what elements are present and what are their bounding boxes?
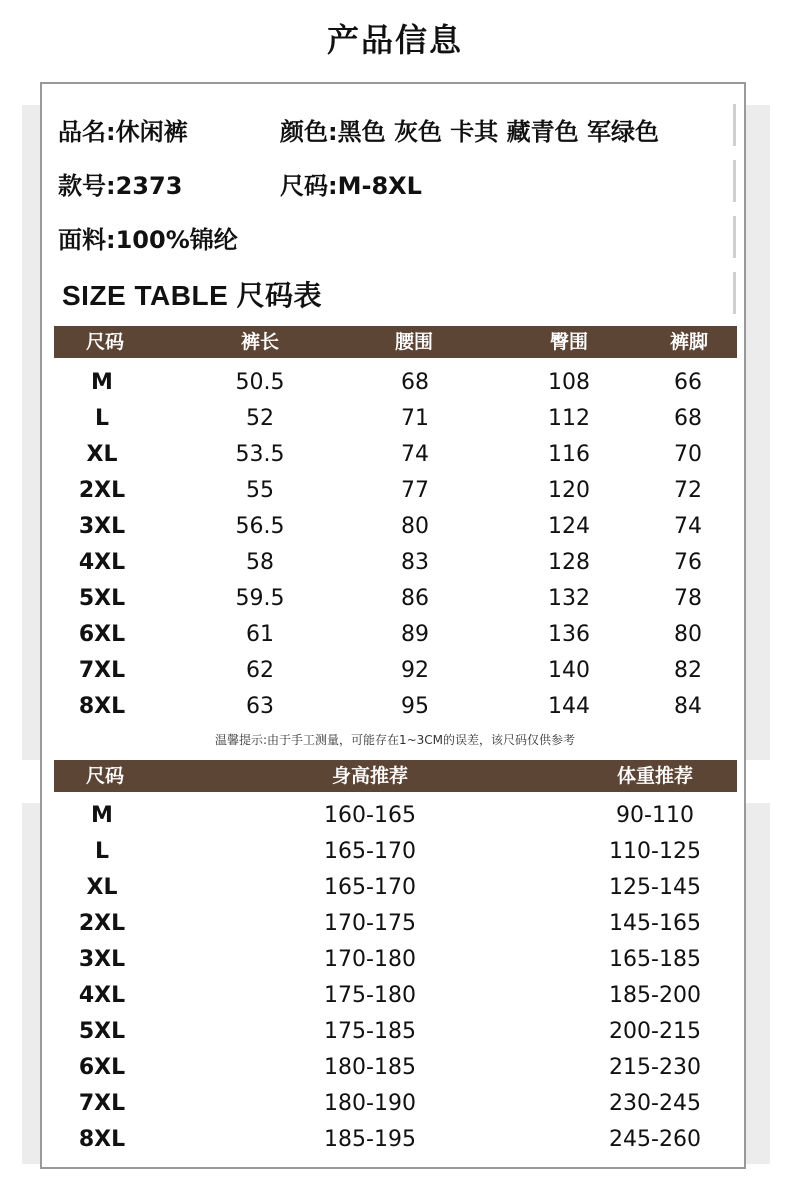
size-table-body <box>54 365 737 725</box>
header-cell-height: 身高推荐 <box>331 765 409 787</box>
product-style-number: 款号:2373 <box>58 172 183 200</box>
size-cell: 8XL <box>78 694 126 719</box>
value-cell: 112 <box>548 406 590 431</box>
value-cell: 74 <box>674 514 702 539</box>
header-cell-size: 尺码 <box>85 765 125 787</box>
size-table-row <box>54 689 737 725</box>
value-cell: 110-125 <box>609 839 701 864</box>
decorative-bar <box>733 104 736 146</box>
value-cell: 180-190 <box>324 1091 416 1116</box>
size-cell: 2XL <box>78 911 126 936</box>
size-cell: 6XL <box>78 622 126 647</box>
value-cell: 84 <box>674 694 702 719</box>
size-table-row <box>54 473 737 509</box>
product-size-range: 尺码:M-8XL <box>280 172 422 200</box>
value-cell: 55 <box>246 478 274 503</box>
size-cell: 7XL <box>78 658 126 683</box>
decorative-bar <box>733 160 736 202</box>
value-cell: 116 <box>548 442 590 467</box>
value-cell: 62 <box>246 658 274 683</box>
info-row-name-color <box>58 112 660 147</box>
value-cell: 72 <box>674 478 702 503</box>
value-cell: 78 <box>674 586 702 611</box>
value-cell: 120 <box>548 478 590 503</box>
value-cell: 68 <box>674 406 702 431</box>
size-table-row <box>54 545 737 581</box>
decorative-bar <box>733 272 736 314</box>
size-cell: XL <box>86 875 118 900</box>
value-cell: 59.5 <box>235 586 285 611</box>
value-cell: 165-185 <box>609 947 701 972</box>
recommend-table-row <box>54 942 737 978</box>
header-cell-length: 裤长 <box>240 331 280 353</box>
value-cell: 170-175 <box>324 911 416 936</box>
header-cell-hip: 臀围 <box>549 331 589 353</box>
size-cell: 5XL <box>78 1019 126 1044</box>
size-table-row <box>54 653 737 689</box>
size-cell: 4XL <box>78 550 126 575</box>
value-cell: 56.5 <box>235 514 285 539</box>
recommend-table-row <box>54 978 737 1014</box>
value-cell: 52 <box>246 406 274 431</box>
recommend-table-row <box>54 870 737 906</box>
product-name: 品名:休闲裤 <box>58 118 188 146</box>
size-cell: 3XL <box>78 947 126 972</box>
size-table-row <box>54 509 737 545</box>
size-cell: M <box>91 803 113 828</box>
value-cell: 245-260 <box>609 1127 701 1152</box>
value-cell: 145-165 <box>609 911 701 936</box>
size-table-row <box>54 437 737 473</box>
value-cell: 92 <box>401 658 429 683</box>
recommend-table-row <box>54 1086 737 1122</box>
value-cell: 58 <box>246 550 274 575</box>
size-cell: L <box>94 839 110 864</box>
size-table-header <box>54 326 737 358</box>
value-cell: 80 <box>401 514 429 539</box>
value-cell: 230-245 <box>609 1091 701 1116</box>
value-cell: 90-110 <box>616 803 694 828</box>
value-cell: 165-170 <box>324 839 416 864</box>
recommend-table-row <box>54 906 737 942</box>
size-table-row <box>54 365 737 401</box>
page-title: 产品信息 <box>326 21 463 59</box>
size-cell: 8XL <box>78 1127 126 1152</box>
recommend-table-body <box>54 798 737 1158</box>
value-cell: 124 <box>548 514 590 539</box>
value-cell: 70 <box>674 442 702 467</box>
value-cell: 160-165 <box>324 803 416 828</box>
size-cell: 4XL <box>78 983 126 1008</box>
value-cell: 53.5 <box>235 442 285 467</box>
value-cell: 95 <box>401 694 429 719</box>
recommend-table-row <box>54 798 737 834</box>
size-table-title: SIZE TABLE 尺码表 <box>62 280 323 311</box>
value-cell: 180-185 <box>324 1055 416 1080</box>
header-cell-hem: 裤脚 <box>669 331 709 353</box>
value-cell: 63 <box>246 694 274 719</box>
value-cell: 128 <box>548 550 590 575</box>
value-cell: 71 <box>401 406 429 431</box>
info-row-style-size <box>58 166 422 201</box>
header-cell-waist: 腰围 <box>394 331 434 353</box>
size-cell: L <box>94 406 110 431</box>
size-cell: M <box>91 370 113 395</box>
size-table-row <box>54 581 737 617</box>
value-cell: 77 <box>401 478 429 503</box>
header-cell-size: 尺码 <box>85 331 125 353</box>
info-row-fabric <box>58 220 238 255</box>
value-cell: 83 <box>401 550 429 575</box>
size-cell: 7XL <box>78 1091 126 1116</box>
measurement-note: 温馨提示:由于手工测量，可能存在1~3CM的误差，该尺码仅供参考 <box>214 733 576 747</box>
value-cell: 165-170 <box>324 875 416 900</box>
size-cell: 3XL <box>78 514 126 539</box>
value-cell: 185-200 <box>609 983 701 1008</box>
product-colors: 颜色:黑色 灰色 卡其 藏青色 军绿色 <box>280 118 660 146</box>
value-cell: 200-215 <box>609 1019 701 1044</box>
value-cell: 170-180 <box>324 947 416 972</box>
value-cell: 215-230 <box>609 1055 701 1080</box>
value-cell: 86 <box>401 586 429 611</box>
value-cell: 80 <box>674 622 702 647</box>
value-cell: 175-185 <box>324 1019 416 1044</box>
size-table-row <box>54 617 737 653</box>
value-cell: 82 <box>674 658 702 683</box>
size-cell: XL <box>86 442 118 467</box>
size-cell: 2XL <box>78 478 126 503</box>
value-cell: 125-145 <box>609 875 701 900</box>
value-cell: 74 <box>401 442 429 467</box>
decorative-bar <box>733 216 736 258</box>
value-cell: 144 <box>548 694 590 719</box>
recommend-table-row <box>54 1050 737 1086</box>
value-cell: 61 <box>246 622 274 647</box>
value-cell: 185-195 <box>324 1127 416 1152</box>
value-cell: 132 <box>548 586 590 611</box>
value-cell: 136 <box>548 622 590 647</box>
value-cell: 76 <box>674 550 702 575</box>
value-cell: 108 <box>548 370 590 395</box>
recommend-table-row <box>54 834 737 870</box>
recommend-table-row <box>54 1014 737 1050</box>
value-cell: 50.5 <box>235 370 285 395</box>
header-cell-weight: 体重推荐 <box>616 765 694 787</box>
recommend-table-header <box>54 760 737 792</box>
value-cell: 68 <box>401 370 429 395</box>
value-cell: 140 <box>548 658 590 683</box>
value-cell: 175-180 <box>324 983 416 1008</box>
size-cell: 6XL <box>78 1055 126 1080</box>
product-fabric: 面料:100%锦纶 <box>58 226 238 254</box>
size-table-row <box>54 401 737 437</box>
value-cell: 66 <box>674 370 702 395</box>
recommend-table-row <box>54 1122 737 1158</box>
value-cell: 89 <box>401 622 429 647</box>
size-cell: 5XL <box>78 586 126 611</box>
